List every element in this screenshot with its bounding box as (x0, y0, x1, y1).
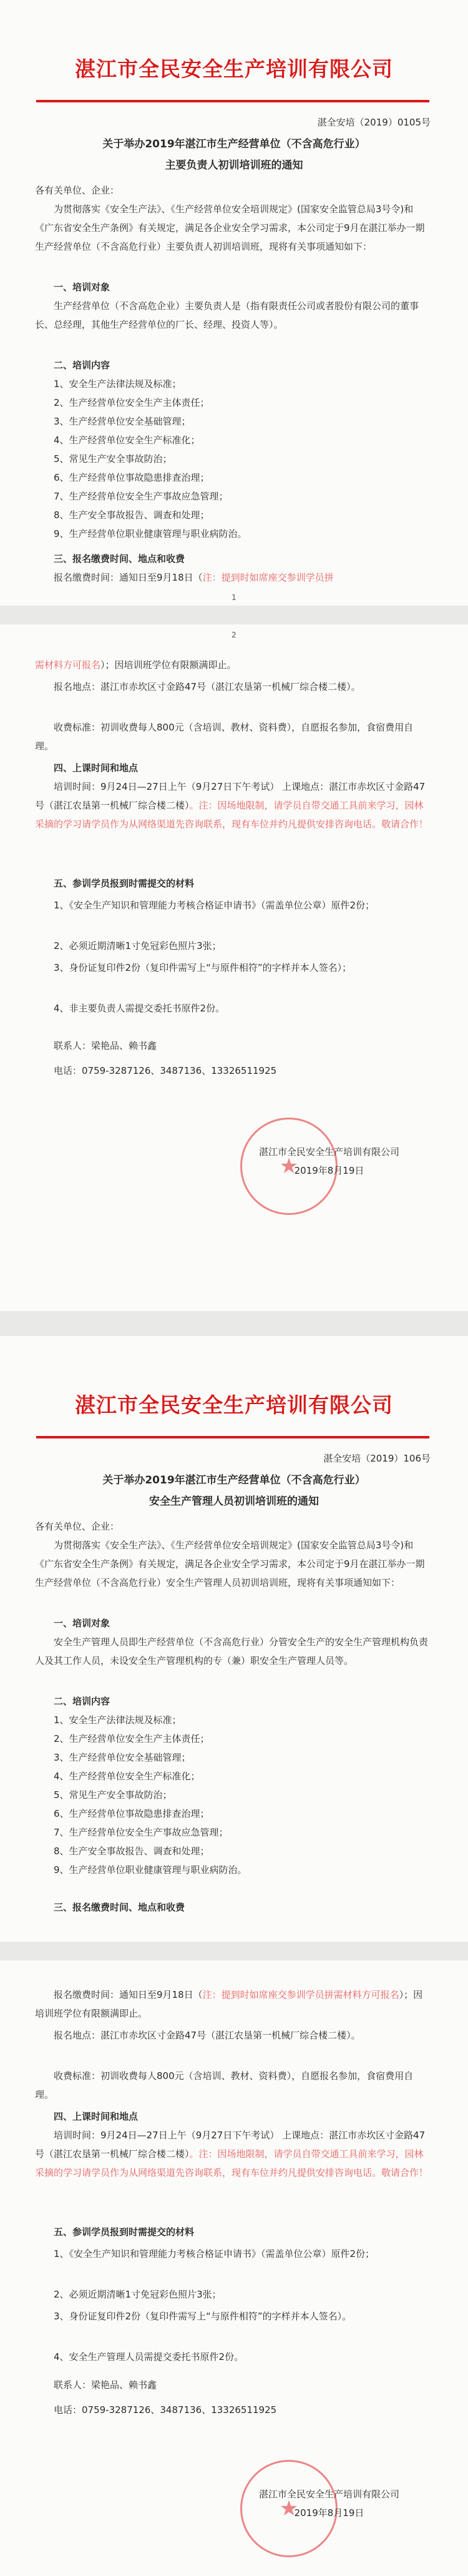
doc1-section-5: 五、参训学员报到时需提交的材料 (54, 878, 195, 889)
doc1-phone: 电话：0759-3287126、3487136、13326511925 (54, 1065, 277, 1076)
sign-org: 湛江市全民安全生产培训有限公司 (258, 1146, 399, 1158)
doc2-reg-place: 报名地点：湛江市赤坎区寸金路47号（湛江农垦第一机械厂综合楼二楼）。 (54, 2030, 361, 2041)
list-item: 9、生产经营单位职业健康管理与职业病防治。 (54, 528, 247, 539)
sign-date: 2019年8月19日 (294, 1165, 364, 1176)
doc1-page-2 (0, 624, 468, 1311)
doc1-material-2: 2、必须近期清晰1寸免冠彩色照片3张； (54, 940, 222, 951)
list-item: 1、安全生产法律法规及标准； (54, 378, 182, 390)
doc1-contact: 联系人：梁艳品、赖书鑫 (54, 1040, 157, 1051)
reg-time-tail: ）；因培训班学位有限额满即止。 (100, 659, 236, 671)
reg-time-note: 需材料方可报名 (35, 659, 101, 671)
doc2-section-3: 三、报名缴费时间、地点和收费 (54, 1902, 185, 1913)
list-item: 7、生产经营单位安全生产事故应急管理； (54, 491, 228, 502)
doc2-red-rule (36, 1436, 429, 1438)
doc2-section-1-body: 安全生产管理人员即生产经营单位（不含高危行业）分管安全生产的安全生产管理机构负责人及其工作人员，未设安全生产管理机构的专（兼）职安全生产管理人员等。 (35, 1636, 429, 1666)
doc1-letterhead: 湛江市全民安全生产培训有限公司 (75, 57, 393, 81)
doc2-class-info (35, 2126, 431, 2182)
doc1-reg-time-cont (35, 656, 431, 674)
class-time-place: 培训时间：9月24日—27日上午（9月27日下午考试） 上课地点：湛江市赤坎区寸金路47号（湛江农垦第一机械厂综合楼二楼） (35, 2130, 426, 2160)
doc2-title-line2: 安全生产管理人员初训培训班的通知 (149, 1495, 319, 1508)
doc1-number: 湛全安培（2019）0105号 (317, 117, 431, 128)
doc1-title-line2: 主要负责人初训培训班的通知 (165, 159, 303, 172)
doc2-material-3: 3、身份证复印件2份（复印件需写上“与原件相符”的字样并本人签名）。 (54, 2311, 352, 2322)
doc1-material-1: 1、《安全生产知识和管理能力考核合格证申请书》（需盖单位公章）原件2份； (54, 900, 375, 911)
doc1-section-1-body: 生产经营单位（不含高危企业）主要负责人是（指有限责任公司或者股份有限公司的董事长、总经理，其他生产经营单位的厂长、经理、投资人等）。 (35, 300, 419, 330)
doc2-material-1: 1、《安全生产知识和管理能力考核合格证申请书》（需盖单位公章）原件2份； (54, 2248, 375, 2259)
list-item: 9、生产经营单位职业健康管理与职业病防治。 (54, 1864, 247, 1875)
doc2-section-4: 四、上课时间和地点 (54, 2111, 139, 2122)
class-note: 。注：因场地限制，请学员自带交通工具前来学习，园林采摘的学习请学员作为从网络渠道先咨询联系，现有车位并约凡提供安排咨询电话。 (35, 2148, 424, 2178)
doc2-number: 湛全安培（2019）106号 (323, 1453, 431, 1464)
page-number: 1 (232, 593, 236, 602)
class-note-end: 敬请合作！ (381, 2167, 429, 2178)
list-item: 3、生产经营单位安全基础管理； (54, 416, 191, 427)
doc2-letterhead: 湛江市全民安全生产培训有限公司 (75, 1393, 393, 1417)
doc1-material-3: 3、身份证复印件2份（复印件需写上“与原件相符”的字样并本人签名）； (54, 962, 352, 973)
list-item: 3、生产经营单位安全基础管理； (54, 1752, 191, 1763)
doc2-signature (259, 2485, 399, 2522)
list-item: 2、生产经营单位安全生产主体责任； (54, 1733, 210, 1744)
doc2-contact: 联系人：梁艳品、赖书鑫 (54, 2379, 157, 2391)
class-note-end: 敬请合作！ (381, 819, 429, 830)
reg-time-note: 注：提到时如席座交参训学员拼 (202, 572, 334, 583)
list-item: 6、生产经营单位事故隐患排查治理； (54, 1808, 210, 1819)
doc1-section-3: 三、报名缴费时间、地点和收费 (54, 553, 185, 564)
doc2-page-2 (0, 1960, 468, 2576)
doc2-greeting: 各有关单位、企业： (35, 1521, 120, 1532)
list-item: 6、生产经营单位事故隐患排查治理； (54, 472, 210, 483)
sign-org: 湛江市全民安全生产培训有限公司 (258, 2489, 399, 2500)
reg-time-label: 报名缴费时间：通知日至9月18日（ (54, 572, 203, 583)
doc2-material-2: 2、必须近期清晰1寸免冠彩色照片3张； (54, 2289, 222, 2300)
doc2-reg-time (35, 1985, 431, 2023)
list-item: 4、生产经营单位安全生产标准化； (54, 435, 200, 446)
doc2-section-5: 五、参训学员报到时需提交的材料 (54, 2226, 195, 2238)
doc2-item-list (35, 1711, 431, 1879)
doc2-section-2: 二、培训内容 (54, 1696, 110, 1707)
list-item: 5、常见生产安全事故防治； (54, 453, 172, 465)
doc1-reg-place: 报名地点：湛江市赤坎区寸金路47号（湛江农垦第一机械厂综合楼二楼）。 (54, 681, 361, 692)
reg-time-label: 报名缴费时间：通知日至9月18日（ (54, 1989, 203, 2000)
doc1-reg-time (35, 568, 431, 587)
list-item: 7、生产经营单位安全生产事故应急管理； (54, 1827, 228, 1838)
doc1-signature (259, 1143, 399, 1180)
doc1-red-rule (36, 100, 429, 102)
doc2-material-4: 4、安全生产管理人员需提交委托书原件2份。 (54, 2351, 244, 2362)
list-item: 4、生产经营单位安全生产标准化； (54, 1771, 200, 1782)
doc2-intro: 为贯彻落实《安全生产法》、《生产经营单位安全培训规定》(国家安全监管总局3号令)和《广东省安全生产条例》有关规定，满足各企业安全学习需求，本公司定于9月在湛江举办一期生产经营单位（不含高危行业）安全生产管理人员初训培训班，现将有关事项通知如下： (35, 1540, 425, 1588)
list-item: 5、常见生产安全事故防治； (54, 1789, 172, 1801)
doc1-class-info (35, 777, 431, 833)
list-item: 1、安全生产法律法规及标准； (54, 1714, 182, 1726)
list-item: 8、生产安全事故报告、调查和处理； (54, 1846, 210, 1857)
doc1-item-list (35, 375, 431, 543)
doc1-greeting: 各有关单位、企业： (35, 185, 120, 196)
doc1-intro: 为贯彻落实《安全生产法》、《生产经营单位安全培训规定》(国家安全监管总局3号令)和《广东省安全生产条例》有关规定，满足各企业安全学习需求，本公司定于9月在湛江举办一期生产经营单位（不含高危行业）主要负责人初训培训班，现将有关事项通知如下： (35, 204, 425, 252)
reg-time-tail: ）；因培训班学位有限额满即止。 (35, 1989, 423, 2019)
doc2-page-1 (0, 1336, 468, 1942)
doc1-section-4: 四、上课时间和地点 (54, 762, 139, 774)
list-item: 8、生产安全事故报告、调查和处理； (54, 509, 210, 521)
sign-date: 2019年8月19日 (294, 2507, 364, 2519)
doc1-material-4: 4、非主要负责人需提交委托书原件2份。 (54, 1003, 225, 1014)
doc1-page-1 (0, 0, 468, 606)
doc1-fee: 收费标准：初训收费每人800元（含培训、教材、资料费），自愿报名参加，食宿费用自理。 (35, 722, 414, 752)
class-note: 。注：因场地限制，请学员自带交通工具前来学习，园林采摘的学习请学员作为从网络渠道先咨询联系，现有车位并约凡提供安排咨询电话。 (35, 800, 424, 830)
doc2-fee: 收费标准：初训收费每人800元（含培训、教材、资料费），自愿报名参加，食宿费用自理。 (35, 2070, 414, 2100)
doc1-section-1: 一、培训对象 (54, 282, 110, 293)
doc2-title-line1: 关于举办2019年湛江市生产经营单位（不含高危行业） (102, 1474, 366, 1487)
reg-time-note: 注：提到时如席座交参训学员拼需材料方可报名 (202, 1989, 399, 2000)
doc2-phone: 电话：0759-3287126、3487136、13326511925 (54, 2404, 277, 2416)
doc2-section-1: 一、培训对象 (54, 1618, 110, 1629)
class-time-place: 培训时间：9月24日—27日上午（9月27日下午考试） 上课地点：湛江市赤坎区寸金路47号（湛江农垦第一机械厂综合楼二楼） (35, 781, 426, 811)
doc1-section-2: 二、培训内容 (54, 360, 110, 371)
list-item: 2、生产经营单位安全生产主体责任； (54, 397, 210, 408)
doc1-title-line1: 关于举办2019年湛江市生产经营单位（不含高危行业） (102, 138, 366, 150)
page-number: 2 (232, 631, 236, 639)
